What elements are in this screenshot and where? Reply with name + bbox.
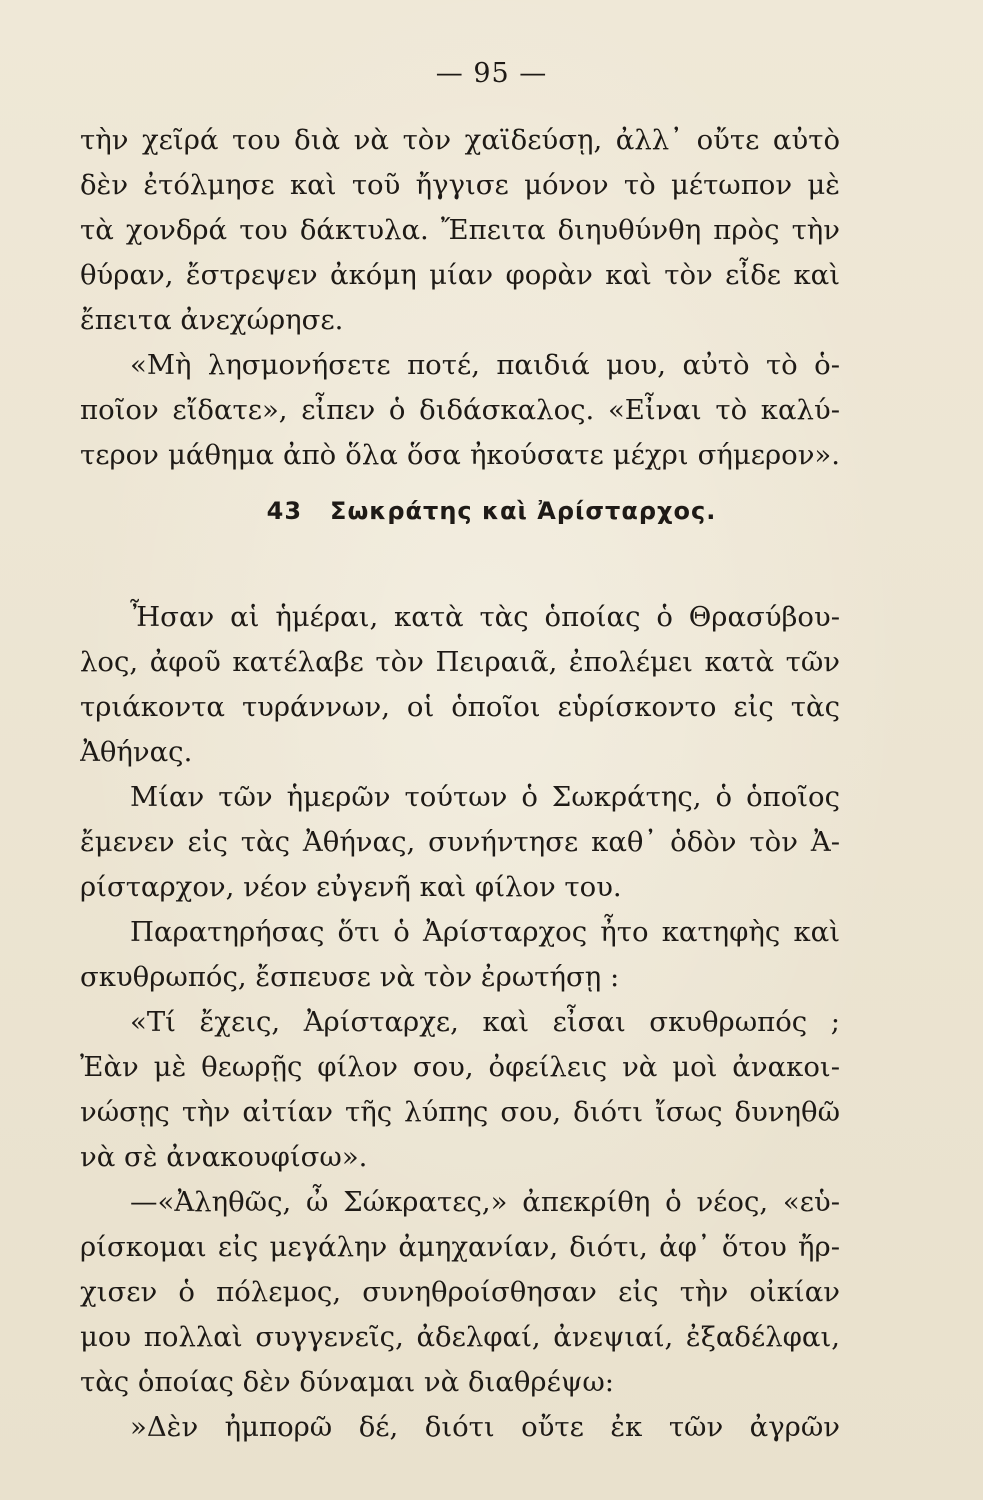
text-line: λος, ἀφοῦ κατέλαβε τὸν Πειραιᾶ, ἐπολέμει κατὰ τῶν (80, 646, 840, 678)
text-line: χισεν ὁ πόλεμος, συνηθροίσθησαν εἰς τὴν οἰκίαν (80, 1276, 840, 1308)
text-line: τὰ χονδρά του δάκτυλα. Ἔπειτα διηυθύνθη πρὸς τὴν (80, 214, 840, 246)
text-line: νὰ σὲ ἀνακουφίσω». (80, 1141, 368, 1173)
paragraph-block-teacher (80, 118, 840, 478)
text-line: ἔπειτα ἀνεχώρησε. (80, 304, 344, 336)
section-heading (0, 497, 983, 525)
paragraph-block-socrates (80, 595, 840, 1450)
text-line: νώσῃς τὴν αἰτίαν τῆς λύπης σου, διότι ἴσως δυνηθῶ (80, 1096, 840, 1128)
text-line: θύραν, ἔστρεψεν ἀκόμη μίαν φορὰν καὶ τὸν εἶδε καὶ (80, 259, 840, 291)
text-line: Ἀθήνας. (80, 736, 193, 768)
text-line: σκυθρωπός, ἔσπευσε νὰ τὸν ἐρωτήσῃ : (80, 961, 620, 993)
text-line: τὰς ὁποίας δὲν δύναμαι νὰ διαθρέψω: (80, 1366, 615, 1398)
text-line: «Μὴ λησμονήσετε ποτέ, παιδιά μου, αὐτὸ τὸ ὁ- (130, 349, 840, 381)
text-line: ἔμενεν εἰς τὰς Ἀθήνας, συνήντησε καθ᾿ ὁδὸν τὸν Ἀ- (80, 826, 840, 858)
text-line: Παρατηρήσας ὅτι ὁ Ἀρίσταρχος ἦτο κατηφὴς καὶ (130, 916, 840, 948)
text-line: Ἐὰν μὲ θεωρῇς φίλον σου, ὀφείλεις νὰ μοὶ ἀνακοι- (80, 1051, 840, 1083)
text-line: ρίσκομαι εἰς μεγάλην ἀμηχανίαν, διότι, ἀφ᾿ ὅτου ἤρ- (80, 1231, 840, 1263)
text-line: —«Ἀληθῶς, ὦ Σώκρατες,» ἀπεκρίθη ὁ νέος, «εὑ- (130, 1186, 840, 1218)
text-line: τὴν χεῖρά του διὰ νὰ τὸν χαϊδεύσῃ, ἀλλ᾿ οὔτε αὐτὸ (80, 124, 840, 156)
text-line: Ἦσαν αἱ ἡμέραι, κατὰ τὰς ὁποίας ὁ Θρασύβου- (130, 601, 840, 633)
text-line: τερον μάθημα ἀπὸ ὅλα ὅσα ἠκούσατε μέχρι σήμερον». (80, 439, 840, 471)
text-line: »Δὲν ἠμπορῶ δέ, διότι οὔτε ἐκ τῶν ἀγρῶν (130, 1411, 840, 1443)
section-number: 43 (266, 497, 303, 525)
text-line: δὲν ἐτόλμησε καὶ τοῦ ἤγγισε μόνον τὸ μέτωπον μὲ (80, 169, 840, 201)
text-line: «Τί ἔχεις, Ἀρίσταρχε, καὶ εἶσαι σκυθρωπός ; (130, 1006, 840, 1038)
text-line: μου πολλαὶ συγγενεῖς, ἀδελφαί, ἀνεψιαί, ἐξαδέλφαι, (80, 1321, 840, 1353)
text-line: ρίσταρχον, νέον εὐγενῆ καὶ φίλον του. (80, 871, 622, 903)
page-number: — 95 — (435, 58, 548, 89)
text-line: ποῖον εἴδατε», εἶπεν ὁ διδάσκαλος. «Εἶναι τὸ καλύ- (80, 394, 840, 426)
text-line: τριάκοντα τυράννων, οἱ ὁποῖοι εὑρίσκοντο εἰς τὰς (80, 691, 840, 723)
text-line: Μίαν τῶν ἡμερῶν τούτων ὁ Σωκράτης, ὁ ὁποῖος (130, 781, 840, 813)
section-title: Σωκράτης καὶ Ἀρίσταρχος. (330, 497, 717, 525)
